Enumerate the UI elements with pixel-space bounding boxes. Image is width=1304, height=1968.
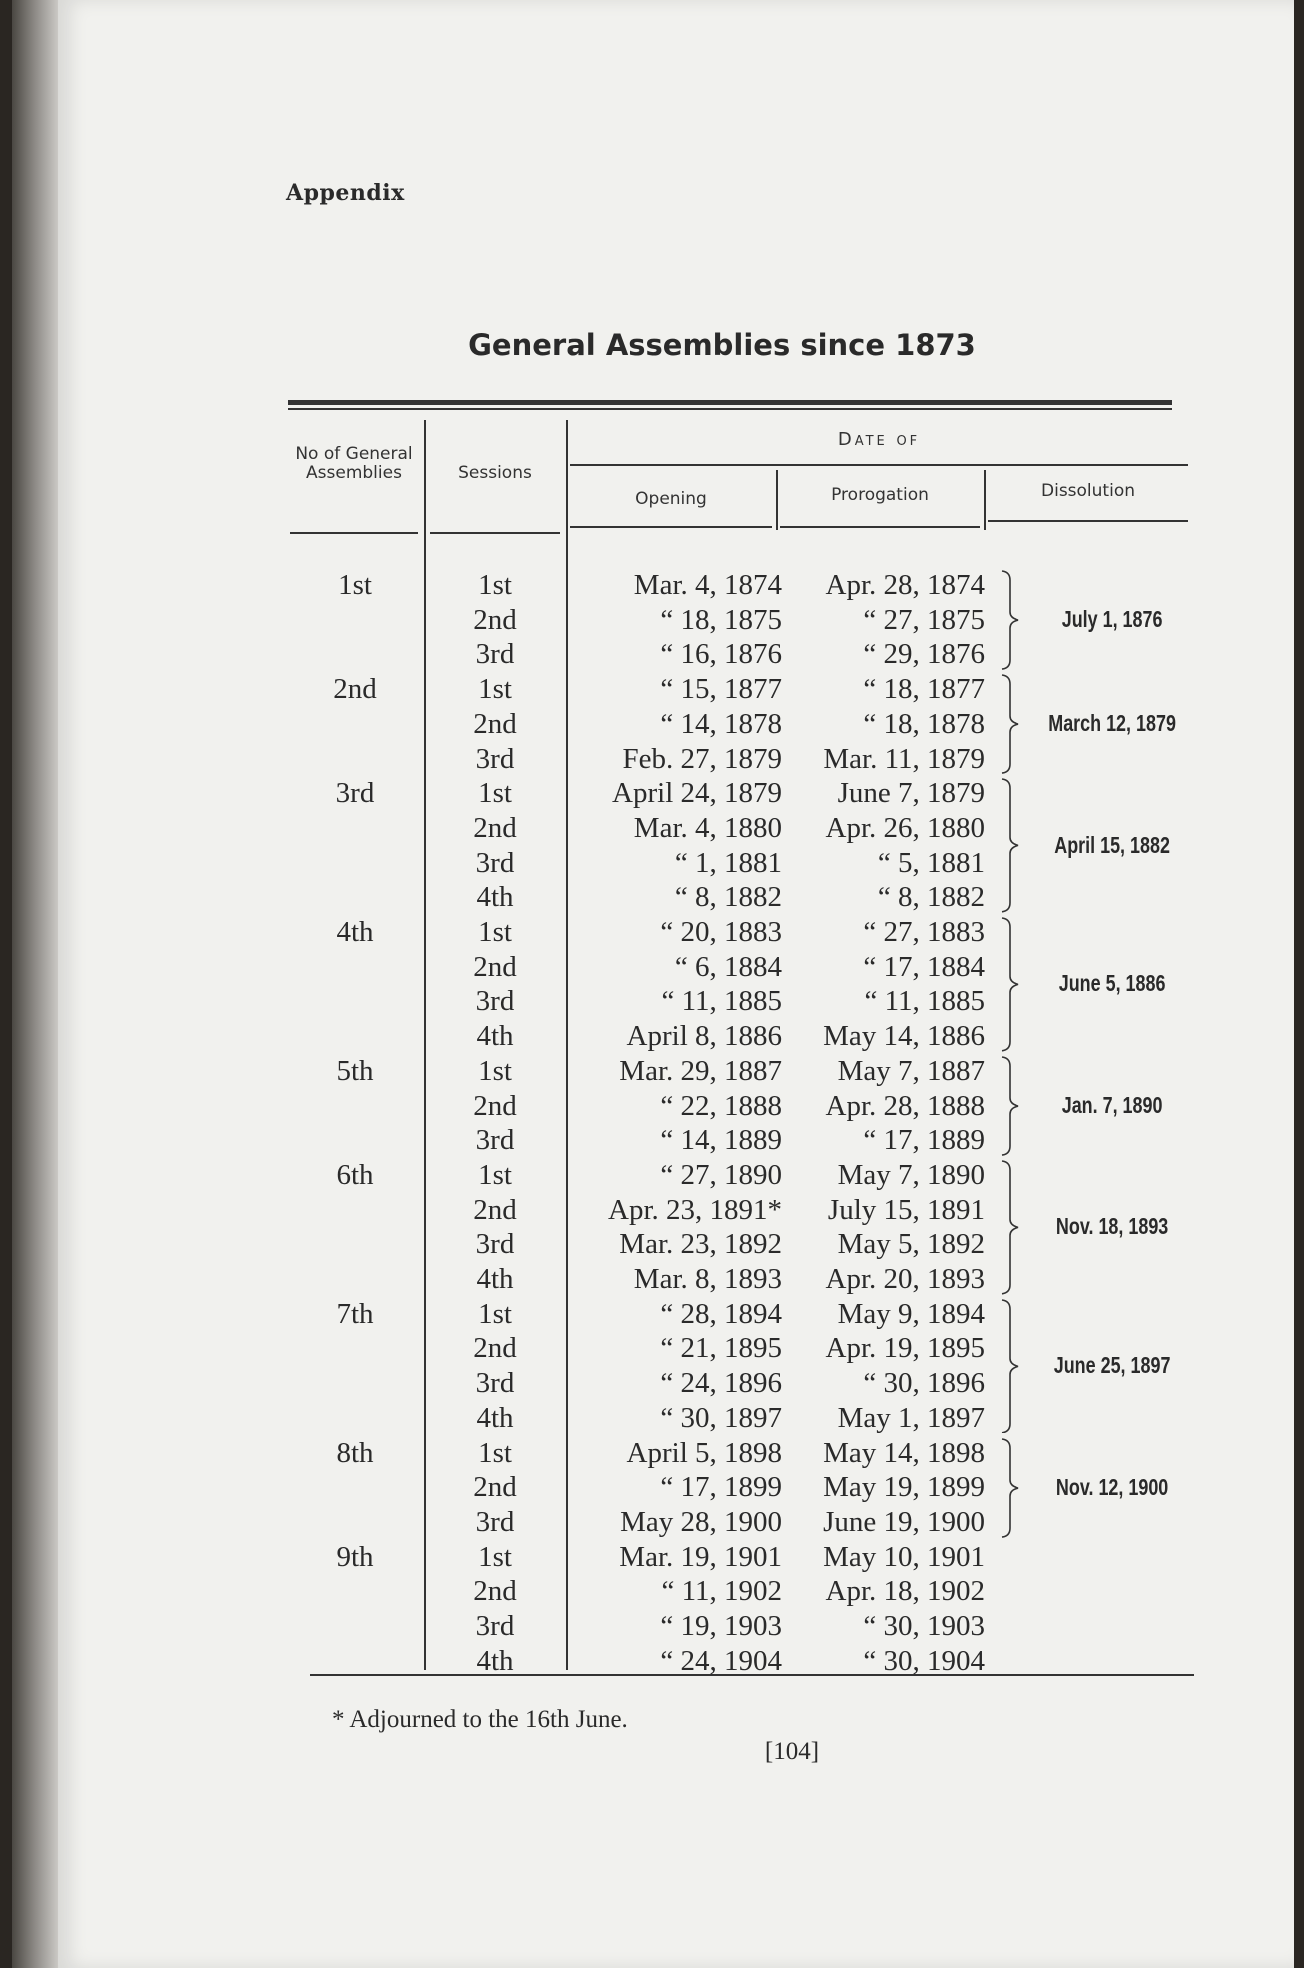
session-number: 3rd bbox=[475, 1228, 515, 1261]
prorogation-date: “ 29, 1876 bbox=[863, 638, 985, 671]
session-number: 1st bbox=[478, 916, 512, 948]
prorogation-date: Apr. 20, 1893 bbox=[825, 1263, 985, 1295]
prorogation-date: June 7, 1879 bbox=[837, 777, 985, 810]
dissolution-brace bbox=[1000, 778, 1024, 913]
dissolution-brace bbox=[1000, 1056, 1024, 1156]
opening-date: “ 20, 1883 bbox=[660, 916, 782, 948]
session-number: 3rd bbox=[475, 638, 515, 671]
session-number: 4th bbox=[476, 1263, 514, 1295]
prorogation-date: May 7, 1887 bbox=[837, 1054, 985, 1087]
opening-date: “ 24, 1896 bbox=[660, 1367, 782, 1400]
prorogation-date: May 10, 1901 bbox=[823, 1540, 985, 1573]
header-date-of: Date of bbox=[837, 429, 921, 450]
opening-date: April 5, 1898 bbox=[626, 1436, 782, 1469]
opening-date: “ 28, 1894 bbox=[660, 1297, 782, 1330]
opening-date: “ 21, 1895 bbox=[660, 1332, 782, 1365]
opening-date: “ 1, 1881 bbox=[674, 846, 782, 879]
opening-date: “ 14, 1878 bbox=[660, 707, 782, 740]
opening-date: Mar. 19, 1901 bbox=[619, 1540, 782, 1573]
session-number: 3rd bbox=[475, 846, 515, 879]
head-rule-sessions bbox=[430, 532, 560, 534]
dissolution-brace bbox=[1000, 917, 1024, 1052]
col-divider-3 bbox=[776, 470, 778, 530]
opening-date: April 8, 1886 bbox=[626, 1020, 782, 1053]
opening-date: April 24, 1879 bbox=[612, 777, 782, 810]
session-number: 2nd bbox=[473, 811, 517, 844]
footnote: * Adjourned to the 16th June. bbox=[332, 1706, 628, 1733]
col-divider-4 bbox=[984, 470, 986, 530]
session-number: 1st bbox=[478, 673, 512, 706]
opening-date: Mar. 4, 1874 bbox=[633, 569, 782, 601]
page-number: [104] bbox=[764, 1738, 820, 1765]
dissolution-date: March 12, 1879 bbox=[1048, 710, 1176, 737]
opening-date: “ 11, 1885 bbox=[661, 985, 782, 1018]
prorogation-date: May 14, 1886 bbox=[823, 1020, 985, 1053]
opening-date: “ 19, 1903 bbox=[660, 1610, 782, 1642]
assembly-number: 4th bbox=[336, 916, 374, 948]
opening-date: “ 18, 1875 bbox=[660, 603, 782, 636]
header-sessions: Sessions bbox=[458, 463, 532, 483]
opening-date: Feb. 27, 1879 bbox=[622, 742, 782, 775]
head-rule-assembly bbox=[290, 532, 418, 534]
dissolution-date: Nov. 18, 1893 bbox=[1055, 1213, 1169, 1240]
prorogation-date: Apr. 26, 1880 bbox=[825, 811, 985, 844]
prorogation-date: “ 8, 1882 bbox=[877, 881, 985, 914]
session-number: 2nd bbox=[473, 707, 517, 740]
assembly-number: 1st bbox=[338, 569, 372, 601]
prorogation-date: “ 30, 1903 bbox=[863, 1610, 985, 1642]
prorogation-date: May 14, 1898 bbox=[823, 1436, 985, 1469]
opening-date: “ 30, 1897 bbox=[660, 1401, 782, 1434]
header-opening: Opening bbox=[635, 489, 707, 509]
dissolution-date: April 15, 1882 bbox=[1054, 831, 1170, 858]
dissolution-brace bbox=[1000, 1438, 1024, 1538]
session-number: 2nd bbox=[473, 1089, 517, 1122]
col-divider-1 bbox=[424, 420, 426, 1670]
prorogation-date: “ 30, 1896 bbox=[863, 1367, 985, 1400]
prorogation-date: “ 5, 1881 bbox=[877, 846, 985, 879]
opening-date: “ 17, 1899 bbox=[660, 1471, 782, 1504]
session-number: 1st bbox=[478, 777, 512, 810]
prorogation-date: Apr. 18, 1902 bbox=[825, 1575, 985, 1608]
opening-date: “ 16, 1876 bbox=[660, 638, 782, 671]
appendix-marker: Appendix bbox=[286, 180, 405, 206]
session-number: 2nd bbox=[473, 603, 517, 636]
dissolution-brace bbox=[1000, 1299, 1024, 1434]
opening-date: “ 14, 1889 bbox=[660, 1124, 782, 1157]
page-title: General Assemblies since 1873 bbox=[468, 328, 976, 362]
opening-date: “ 24, 1904 bbox=[660, 1644, 782, 1677]
prorogation-date: May 7, 1890 bbox=[837, 1158, 985, 1191]
prorogation-date: Apr. 28, 1888 bbox=[825, 1089, 985, 1122]
session-number: 3rd bbox=[475, 1505, 515, 1538]
session-number: 4th bbox=[476, 1401, 514, 1434]
session-number: 1st bbox=[478, 1297, 512, 1330]
top-rule-thick bbox=[288, 400, 1172, 405]
session-number: 2nd bbox=[473, 1193, 517, 1226]
prorogation-date: “ 17, 1889 bbox=[863, 1124, 985, 1157]
session-number: 3rd bbox=[475, 742, 515, 775]
prorogation-date: “ 11, 1885 bbox=[864, 985, 985, 1018]
session-number: 3rd bbox=[475, 1610, 515, 1642]
session-number: 2nd bbox=[473, 1332, 517, 1365]
session-number: 2nd bbox=[473, 1575, 517, 1608]
opening-date: May 28, 1900 bbox=[620, 1505, 782, 1538]
prorogation-date: May 5, 1892 bbox=[837, 1228, 985, 1261]
dissolution-brace bbox=[1000, 674, 1024, 774]
session-number: 4th bbox=[476, 1020, 514, 1053]
head-rule-prorogation bbox=[780, 526, 980, 528]
session-number: 3rd bbox=[475, 1124, 515, 1157]
assembly-number: 2nd bbox=[333, 673, 377, 706]
session-number: 2nd bbox=[473, 950, 517, 983]
dissolution-brace bbox=[1000, 1160, 1024, 1295]
opening-date: “ 15, 1877 bbox=[660, 673, 782, 706]
prorogation-date: Apr. 19, 1895 bbox=[825, 1332, 985, 1365]
assembly-number: 3rd bbox=[335, 777, 375, 810]
dissolution-date: Jan. 7, 1890 bbox=[1061, 1091, 1163, 1118]
prorogation-date: “ 18, 1878 bbox=[863, 707, 985, 740]
prorogation-date: Apr. 28, 1874 bbox=[825, 569, 985, 601]
prorogation-date: Mar. 11, 1879 bbox=[823, 742, 985, 775]
opening-date: “ 6, 1884 bbox=[674, 950, 782, 983]
opening-date: Mar. 23, 1892 bbox=[619, 1228, 782, 1261]
assembly-number: 6th bbox=[336, 1158, 374, 1191]
head-rule-opening bbox=[570, 526, 772, 528]
header-prorogation: Prorogation bbox=[831, 485, 929, 505]
opening-date: Mar. 29, 1887 bbox=[619, 1054, 782, 1087]
col-divider-2 bbox=[566, 420, 568, 1670]
session-number: 2nd bbox=[473, 1471, 517, 1504]
opening-date: “ 27, 1890 bbox=[660, 1158, 782, 1191]
session-number: 3rd bbox=[475, 985, 515, 1018]
prorogation-date: May 19, 1899 bbox=[823, 1471, 985, 1504]
assembly-number: 7th bbox=[336, 1297, 374, 1330]
opening-date: “ 8, 1882 bbox=[674, 881, 782, 914]
opening-date: “ 11, 1902 bbox=[661, 1575, 782, 1608]
opening-date: Mar. 8, 1893 bbox=[633, 1263, 782, 1295]
assembly-number: 9th bbox=[336, 1540, 374, 1573]
opening-date: Apr. 23, 1891* bbox=[608, 1193, 782, 1226]
head-rule-dissolution bbox=[988, 520, 1188, 522]
session-number: 4th bbox=[476, 881, 514, 914]
prorogation-date: “ 27, 1875 bbox=[863, 603, 985, 636]
prorogation-date: July 15, 1891 bbox=[827, 1193, 985, 1226]
prorogation-date: June 19, 1900 bbox=[823, 1505, 985, 1538]
top-rule-thin bbox=[288, 408, 1172, 410]
assembly-number: 5th bbox=[336, 1054, 374, 1087]
session-number: 1st bbox=[478, 1436, 512, 1469]
dissolution-date: June 5, 1886 bbox=[1058, 970, 1166, 997]
session-number: 1st bbox=[478, 1054, 512, 1087]
dateof-rule bbox=[570, 464, 1188, 466]
prorogation-date: May 9, 1894 bbox=[837, 1297, 985, 1330]
dissolution-date: Nov. 12, 1900 bbox=[1055, 1473, 1169, 1500]
dissolution-date: June 25, 1897 bbox=[1053, 1352, 1171, 1379]
opening-date: “ 22, 1888 bbox=[660, 1089, 782, 1122]
prorogation-date: “ 27, 1883 bbox=[863, 916, 985, 948]
header-assembly: No of General Assemblies bbox=[295, 444, 413, 483]
prorogation-date: “ 30, 1904 bbox=[863, 1644, 985, 1677]
session-number: 3rd bbox=[475, 1367, 515, 1400]
prorogation-date: “ 18, 1877 bbox=[863, 673, 985, 706]
prorogation-date: “ 17, 1884 bbox=[863, 950, 985, 983]
prorogation-date: May 1, 1897 bbox=[837, 1401, 985, 1434]
session-number: 1st bbox=[478, 569, 512, 601]
opening-date: Mar. 4, 1880 bbox=[633, 811, 782, 844]
dissolution-date: July 1, 1876 bbox=[1061, 606, 1163, 633]
header-dissolution: Dissolution bbox=[1041, 481, 1135, 501]
assembly-number: 8th bbox=[336, 1436, 374, 1469]
session-number: 1st bbox=[478, 1540, 512, 1573]
session-number: 4th bbox=[476, 1644, 514, 1677]
session-number: 1st bbox=[478, 1158, 512, 1191]
dissolution-brace bbox=[1000, 570, 1024, 670]
